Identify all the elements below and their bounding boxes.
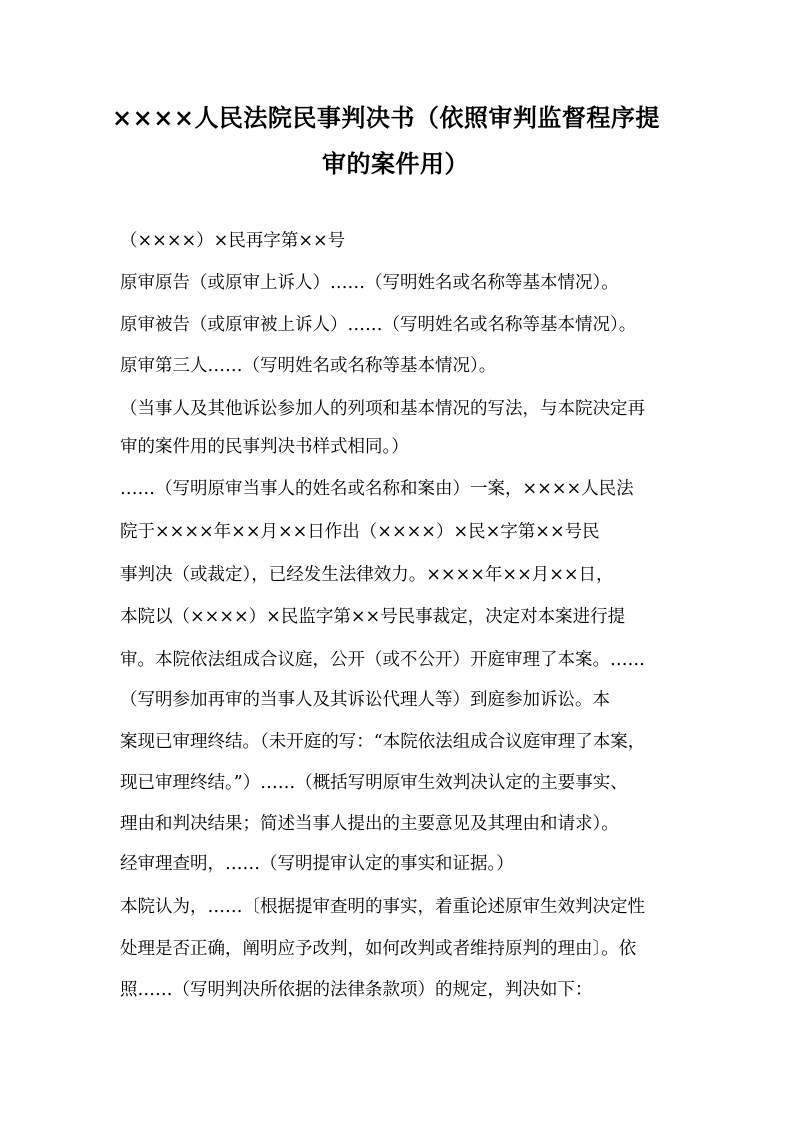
body-line: 处理是否正确，阐明应予改判，如何改判或者维持原判的理由〕。依 xyxy=(120,939,637,959)
body-line: 照……（写明判决所依据的法律条款项）的规定，判决如下： xyxy=(120,980,593,1000)
document-title-line-2: 审的案件用） xyxy=(322,149,469,178)
body-line: ……（写明原审当事人的姓名或名称和案由）一案，××××人民法 xyxy=(120,479,634,499)
body-line: 审。本院依法组成合议庭，公开（或不公开）开庭审理了本案。…… xyxy=(120,650,645,670)
body-line: （当事人及其他诉讼参加人的列项和基本情况的写法，与本院决定再 xyxy=(120,399,645,419)
body-line: 本院认为，……〔根据提审查明的事实，着重论述原审生效判决定性 xyxy=(120,897,645,917)
body-line: 经审理查明，……（写明提审认定的事实和证据。） xyxy=(120,854,514,874)
body-line: 原审第三人……（写明姓名或名称等基本情况）。 xyxy=(120,356,497,376)
document-title-line-1: ××××人民法院民事判决书（依照审判监督程序提 xyxy=(112,103,660,132)
body-line: （写明参加再审的当事人及其诉讼代理人等）到庭参加诉讼。本 xyxy=(120,690,610,710)
case-number: （××××）×民再字第××号 xyxy=(120,231,346,251)
body-line: 审的案件用的民事判决书样式相同。） xyxy=(120,437,409,457)
body-line: 院于××××年××月××日作出（××××）×民×字第××号民 xyxy=(120,522,600,542)
body-line: 现已审理终结。”）……（概括写明原审生效判决认定的主要事实、 xyxy=(120,773,628,793)
body-line: 原审原告（或原审上诉人）……（写明姓名或名称等基本情况）。 xyxy=(120,273,619,293)
body-line: 案现已审理终结。（未开庭的写：“本院依法组成合议庭审理了本案， xyxy=(120,732,646,752)
body-line: 本院以（××××）×民监字第××号民事裁定，决定对本案进行提 xyxy=(120,607,626,627)
body-line: 原审被告（或原审被上诉人）……（写明姓名或名称等基本情况）。 xyxy=(120,315,637,335)
body-line: 事判决（或裁定），已经发生法律效力。××××年××月××日， xyxy=(120,565,614,585)
body-line: 理由和判决结果；简述当事人提出的主要意见及其理由和请求）。 xyxy=(120,814,619,834)
